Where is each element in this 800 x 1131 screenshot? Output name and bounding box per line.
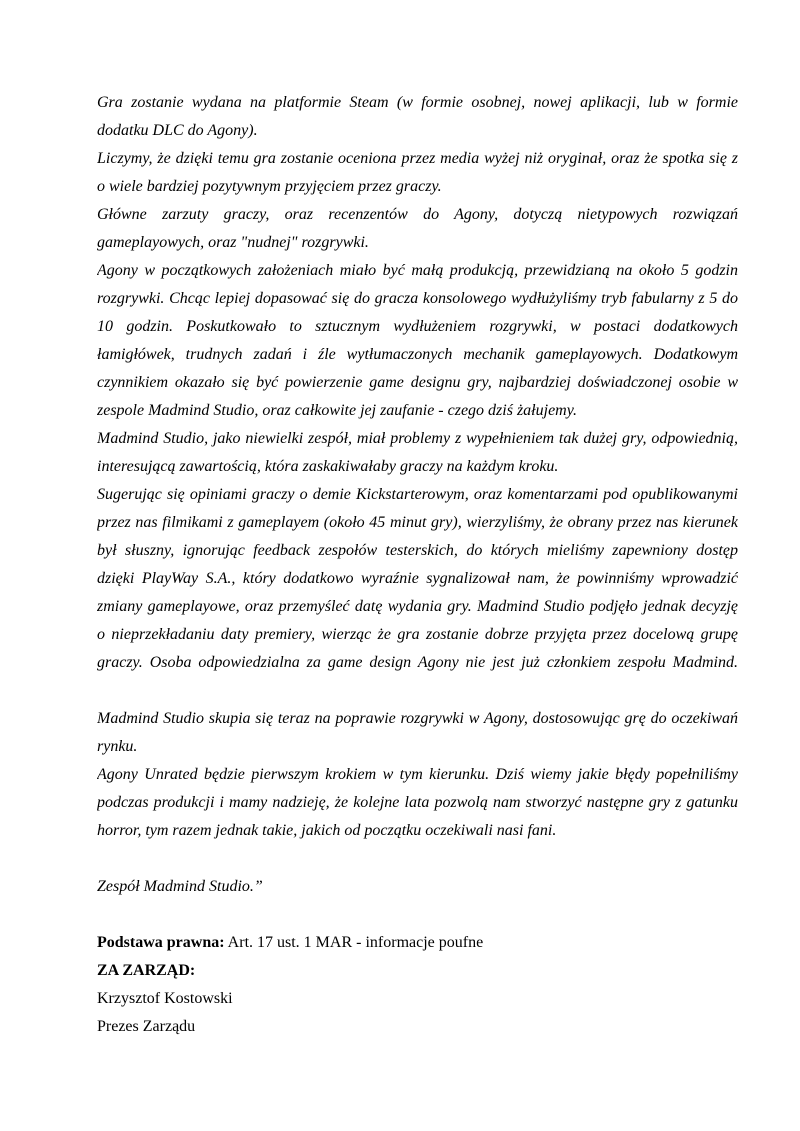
paragraph-line: przez nas filmikami z gameplayem (około 45 minut gry), wierzyliśmy, że obrany przez nas kierunek bbox=[97, 514, 738, 531]
document-body bbox=[97, 89, 738, 901]
paragraph-line: Agony w początkowych założeniach miało być małą produkcją, przewidzianą na około 5 godzin bbox=[97, 262, 738, 279]
paragraph-line: Madmind Studio skupia się teraz na poprawie rozgrywki w Agony, dostosowując grę do oczekiwań bbox=[97, 710, 738, 727]
paragraph-line: podczas produkcji i mamy nadzieję, że kolejne lata pozwolą nam stworzyć następne gry z gatunku bbox=[97, 794, 738, 811]
paragraph-line: był słuszny, ignorując feedback zespołów testerskich, do których mieliśmy zapewniony dostęp bbox=[97, 542, 738, 559]
paragraph-line: Madmind Studio, jako niewielki zespół, miał problemy z wypełnieniem tak dużej gry, odpowiednią, bbox=[97, 430, 738, 447]
paragraph-line: horror, tym razem jednak takie, jakich od początku oczekiwali nasi fani. bbox=[97, 822, 557, 839]
paragraph-line: gameplayowych, oraz "nudnej" rozgrywki. bbox=[97, 234, 369, 251]
paragraph-line: rozgrywki. Chcąc lepiej dopasować się do gracza konsolowego wydłużyliśmy tryb fabularny z 5 do bbox=[97, 290, 738, 307]
paragraph-line: Zespół Madmind Studio.” bbox=[97, 878, 263, 895]
paragraph-line: o wiele bardziej pozytywnym przyjęciem przez graczy. bbox=[97, 178, 442, 195]
paragraph-line: Główne zarzuty graczy, oraz recenzentów do Agony, dotyczą nietypowych rozwiązań bbox=[97, 206, 738, 223]
legal-basis-text: Art. 17 ust. 1 MAR - informacje poufne bbox=[224, 934, 484, 951]
paragraph-line: graczy. Osoba odpowiedzialna za game design Agony nie jest już członkiem zespołu Madmind. bbox=[97, 654, 738, 671]
paragraph-line: zmiany gameplayowe, oraz przemyśleć datę wydania gry. Madmind Studio podjęło jednak decyzję bbox=[97, 598, 738, 615]
paragraph-line: rynku. bbox=[97, 738, 138, 755]
paragraph-line: Agony Unrated będzie pierwszym krokiem w tym kierunku. Dziś wiemy jakie błędy popełniliśmy bbox=[97, 766, 738, 783]
paragraph-line: o nieprzekładaniu daty premiery, wierząc że gra zostanie dobrze przyjęta przez docelową grupę bbox=[97, 626, 738, 643]
legal-basis-label: Podstawa prawna: bbox=[97, 934, 225, 951]
paragraph-line: czynnikiem okazało się być powierzenie game designu gry, najbardziej doświadczonej osobie w bbox=[97, 374, 738, 391]
paragraph-line: interesującą zawartością, która zaskakiwałaby graczy na każdym kroku. bbox=[97, 458, 559, 475]
paragraph-line: dzięki PlayWay S.A., który dodatkowo wyraźnie sygnalizował nam, że powinniśmy wprowadzić bbox=[97, 570, 738, 587]
paragraph-line: Gra zostanie wydana na platformie Steam (w formie osobnej, nowej aplikacji, lub w formie bbox=[97, 94, 738, 111]
paragraph-line: Sugerując się opiniami graczy o demie Kickstarterowym, oraz komentarzami pod opublikowanymi bbox=[97, 486, 738, 503]
paragraph-line: Liczymy, że dzięki temu gra zostanie oceniona przez media wyżej niż oryginał, oraz że spotka się z bbox=[97, 150, 738, 167]
paragraph-line: 10 godzin. Poskutkowało to sztucznym wydłużeniem rozgrywki, w postaci dodatkowych bbox=[97, 318, 738, 335]
paragraph-line: łamigłówek, trudnych zadań i źle wytłumaczonych mechanik gameplayowych. Dodatkowym bbox=[97, 346, 738, 363]
document-footer bbox=[97, 929, 738, 1041]
signatory-title: Prezes Zarządu bbox=[97, 1018, 196, 1035]
paragraph-line: zespole Madmind Studio, oraz całkowite jej zaufanie - czego dziś żałujemy. bbox=[97, 402, 577, 419]
legal-basis-line bbox=[97, 929, 738, 957]
signatory-name: Krzysztof Kostowski bbox=[97, 990, 233, 1007]
paragraph-line: dodatku DLC do Agony). bbox=[97, 122, 258, 139]
board-label: ZA ZARZĄD: bbox=[97, 962, 196, 979]
